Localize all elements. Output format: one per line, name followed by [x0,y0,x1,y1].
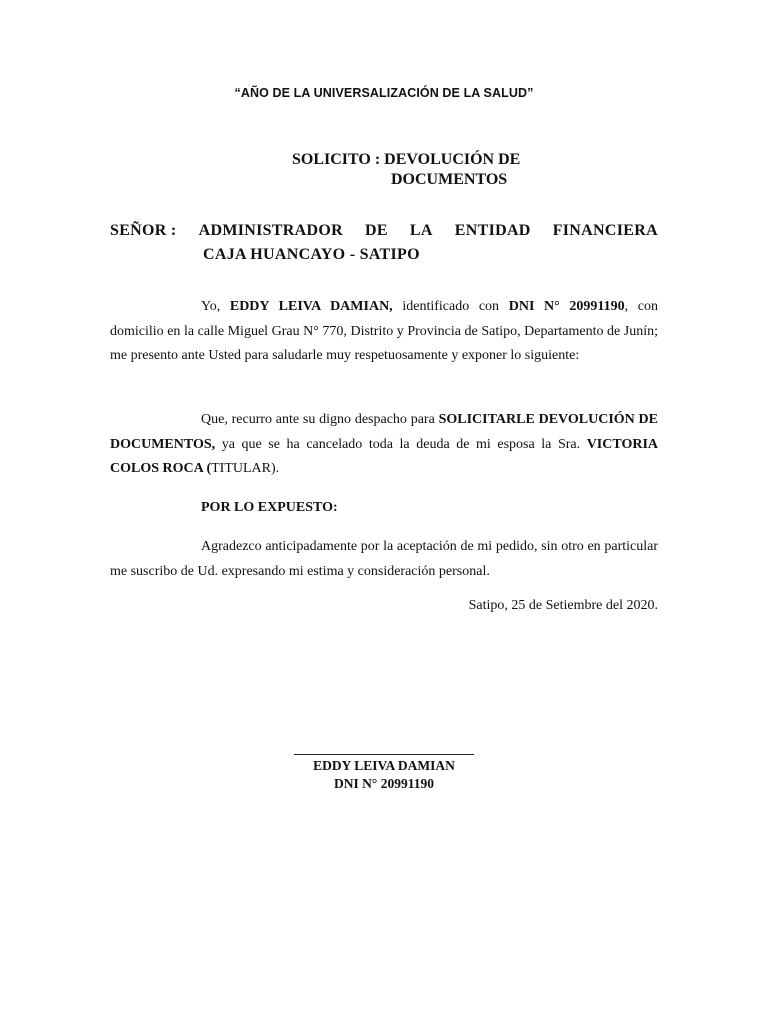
paragraph-text: identificado con [392,299,509,314]
addressee-label: SEÑOR : [110,222,177,239]
addressee-word: DE [365,222,388,239]
subject-heading [292,150,520,190]
paragraph-request [110,408,658,482]
date-line: Satipo, 25 de Setiembre del 2020. [468,598,658,613]
paragraph-text: Agradezco anticipadamente por la aceptación de mi pedido, sin otro en particular me suscribo de Ud. expresando mi estima y consideración personal. [110,539,658,579]
applicant-name: EDDY LEIVA DAMIAN, [229,299,393,314]
request-bold: SOLICITARLE DEVOLUCIÓN DE DOCUMENTOS, [110,412,659,452]
paragraph-closing [110,535,658,584]
addressee-line-2: CAJA HUANCAYO - SATIPO [203,246,420,263]
addressee-word: FINANCIERA [552,222,658,239]
subject-line-2: DOCUMENTOS [391,171,508,188]
paragraph-text: Yo, [201,299,230,314]
signature-dni: DNI N° 20991190 [334,776,434,791]
applicant-dni: DNI N° 20991190 [508,299,625,314]
titular-name: VICTORIA COLOS ROCA ( [110,436,658,476]
signature-line [294,754,474,755]
paragraph-text: Que, recurro ante su digno despacho para [201,412,439,427]
addressee-word: LA [409,222,433,239]
por-lo-expuesto-heading: POR LO EXPUESTO: [201,500,338,515]
signature-name: EDDY LEIVA DAMIAN [313,758,455,773]
paragraph-text: TITULAR). [211,461,280,476]
paragraph-introduction [110,295,658,369]
addressee-word: ENTIDAD [454,222,531,239]
addressee-block [110,219,658,267]
paragraph-text: ya que se ha cancelado toda la deuda de mi esposa la Sra. [215,436,587,452]
year-title: “AÑO DE LA UNIVERSALIZACIÓN DE LA SALUD” [234,86,534,100]
addressee-word: ADMINISTRADOR [198,222,343,239]
subject-line-1: SOLICITO : DEVOLUCIÓN DE [292,151,521,168]
addressee-line-1 [110,219,658,243]
paragraph-text: , con domicilio en la calle Miguel Grau N° 770, Distrito y Provincia de Satipo, Departamento de Junín; me presento ante Usted para saludarle muy respetuosamente y exponer lo siguiente: [110,299,658,363]
signature-block [294,754,474,793]
